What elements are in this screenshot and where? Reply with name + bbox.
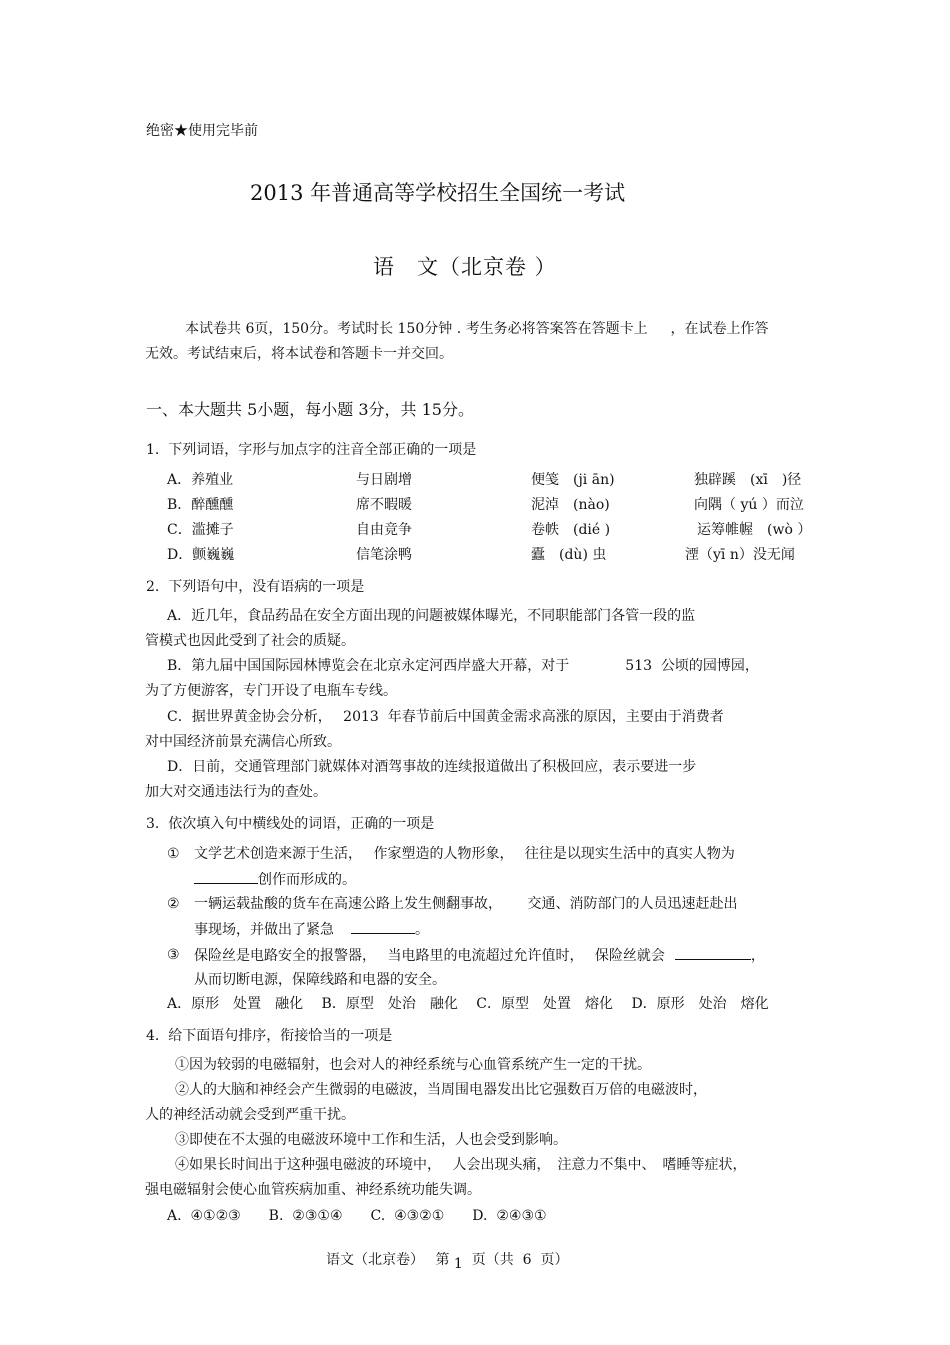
q3-sentence-2-line2	[194, 919, 429, 940]
q1-option-a-w4: 独辟蹊 (xī )径	[694, 472, 802, 488]
exam-title: 2013 年普通高等学校招生全国统一考试	[250, 181, 626, 205]
q4-stem: 4. 给下面语句排序，衔接恰当的一项是	[146, 1028, 393, 1044]
q3-sentence-1-number: ①	[167, 846, 180, 862]
q2-option-c-line2: 对中国经济前景充满信心所致。	[145, 734, 341, 750]
q3-sentence-3-line1	[194, 945, 765, 966]
q3-sentence-3-head: 保险丝是电路安全的报警器， 当电路里的电流超过允许值时， 保险丝就会	[194, 948, 665, 964]
q3-sentence-1-line1: 文学艺术创造来源于生活， 作家塑造的人物形象， 往往是以现实生活中的真实人物为	[194, 846, 735, 862]
q3-stem: 3. 依次填入句中横线处的词语，正确的一项是	[146, 816, 435, 832]
q4-sentence-2-line1: ②人的大脑和神经会产生微弱的电磁波，当周围电器发出比它强数百万倍的电磁波时，	[175, 1082, 707, 1098]
q2-option-a-line1: A．近几年，食品药品在安全方面出现的问题被媒体曝光，不同职能部门各管一段的监	[167, 608, 696, 624]
answer-blank	[675, 945, 751, 960]
footer-right: 页（共 6 页）	[471, 1252, 569, 1268]
q4-sentence-4-line2: 强电磁辐射会使心血管疾病加重、神经系统功能失调。	[145, 1182, 481, 1198]
answer-blank	[351, 919, 415, 934]
q2-option-b-line2: 为了方便游客，专门开设了电瓶车专线。	[145, 683, 397, 699]
q2-stem: 2. 下列语句中，没有语病的一项是	[146, 579, 365, 595]
q3-sentence-1-tail: 创作而形成的。	[258, 872, 356, 888]
q4-sentence-4-line1: ④如果长时间出于这种强电磁波的环境中， 人会出现头痛， 注意力不集中、 嗜睡等症状，	[175, 1157, 747, 1173]
q1-option-a-w3: 便笺 (ji ān)	[531, 472, 615, 488]
q3-sentence-2-end: 。	[415, 922, 429, 938]
q1-option-d-w1: D．颤巍巍	[167, 547, 235, 563]
q1-option-b-w2: 席不暇暖	[356, 497, 412, 513]
q3-sentence-3-end: ，	[750, 948, 765, 964]
q2-option-d-line1: D．日前，交通管理部门就媒体对酒驾事故的连续报道做出了积极回应，表示要进一步	[167, 759, 697, 775]
q1-option-d-w3: 蠹 (dù) 虫	[531, 547, 607, 563]
q1-option-b-w4: 向隅（ yú ）而泣	[694, 497, 804, 513]
q1-option-a-w2: 与日剧增	[356, 472, 412, 488]
q2-option-d-line2: 加大对交通违法行为的查处。	[145, 784, 327, 800]
q1-stem: 1. 下列词语，字形与加点字的注音全部正确的一项是	[146, 442, 477, 458]
q4-options: A. ④①②③ B. ②③①④ C. ④③②① D. ②④③①	[167, 1208, 547, 1224]
exam-subtitle: 语 文（北京卷 ）	[373, 255, 557, 279]
intro-line-1: 本试卷共 6页，150分。考试时长 150分钟 . 考生务必将答案答在答题卡上 ，在试卷上作答	[185, 321, 769, 337]
q1-option-c-w1: C．滥摊子	[167, 522, 234, 538]
q1-option-d-w4: 湮（yī n）没无闻	[685, 547, 795, 563]
q3-sentence-3-number: ③	[167, 947, 180, 963]
q4-sentence-2-line2: 人的神经活动就会受到严重干扰。	[145, 1107, 355, 1123]
confidential-note: 绝密★使用完毕前	[146, 123, 258, 139]
q1-option-b-w1: B．醉醺醺	[167, 497, 234, 513]
q4-sentence-1: ①因为较弱的电磁辐射，也会对人的神经系统与心血管系统产生一定的干扰。	[175, 1057, 651, 1073]
q3-sentence-2-head: 事现场，并做出了紧急	[194, 922, 334, 938]
section-heading: 一、本大题共 5小题，每小题 3分，共 15分。	[146, 400, 474, 419]
q2-option-a-line2: 管模式也因此受到了社会的质疑。	[145, 633, 355, 649]
footer-left: 语文（北京卷） 第	[326, 1252, 450, 1268]
q3-sentence-2-number: ②	[167, 896, 180, 912]
q3-options: A．原形 处置 融化 B．原型 处治 融化 C．原型 处置 熔化 D．原形 处治 熔化	[167, 996, 769, 1012]
q2-option-c-line1: C．据世界黄金协会分析， 2013 年春节前后中国黄金需求高涨的原因，主要由于消费者	[167, 709, 724, 725]
q1-option-c-w2: 自由竞争	[356, 522, 412, 538]
footer-page-number: 1	[453, 1256, 463, 1272]
q4-sentence-3: ③即使在不太强的电磁波环境中工作和生活，人也会受到影响。	[175, 1132, 567, 1148]
q2-option-b-line1: B．第九届中国国际园林博览会在北京永定河西岸盛大开幕，对于 513 公顷的园博园，	[167, 658, 759, 674]
q3-sentence-2-line1: 一辆运载盐酸的货车在高速公路上发生侧翻事故， 交通、消防部门的人员迅速赶赴出	[194, 896, 738, 912]
q1-option-c-w4: 运筹帷幄 (wò ）	[697, 522, 812, 538]
q1-option-a-w1: A．养殖业	[167, 472, 234, 488]
q1-option-d-w2: 信笔涂鸭	[356, 547, 412, 563]
answer-blank	[194, 869, 258, 884]
q3-sentence-3-line2: 从而切断电源，保障线路和电器的安全。	[194, 972, 446, 988]
intro-line-2: 无效。考试结束后，将本试卷和答题卡一并交回。	[145, 346, 453, 362]
q1-option-c-w3: 卷帙 (dié )	[531, 522, 611, 538]
q1-option-b-w3: 泥淖 (nào)	[531, 497, 610, 513]
q3-sentence-1-line2	[194, 869, 356, 890]
page-footer	[326, 1250, 568, 1270]
